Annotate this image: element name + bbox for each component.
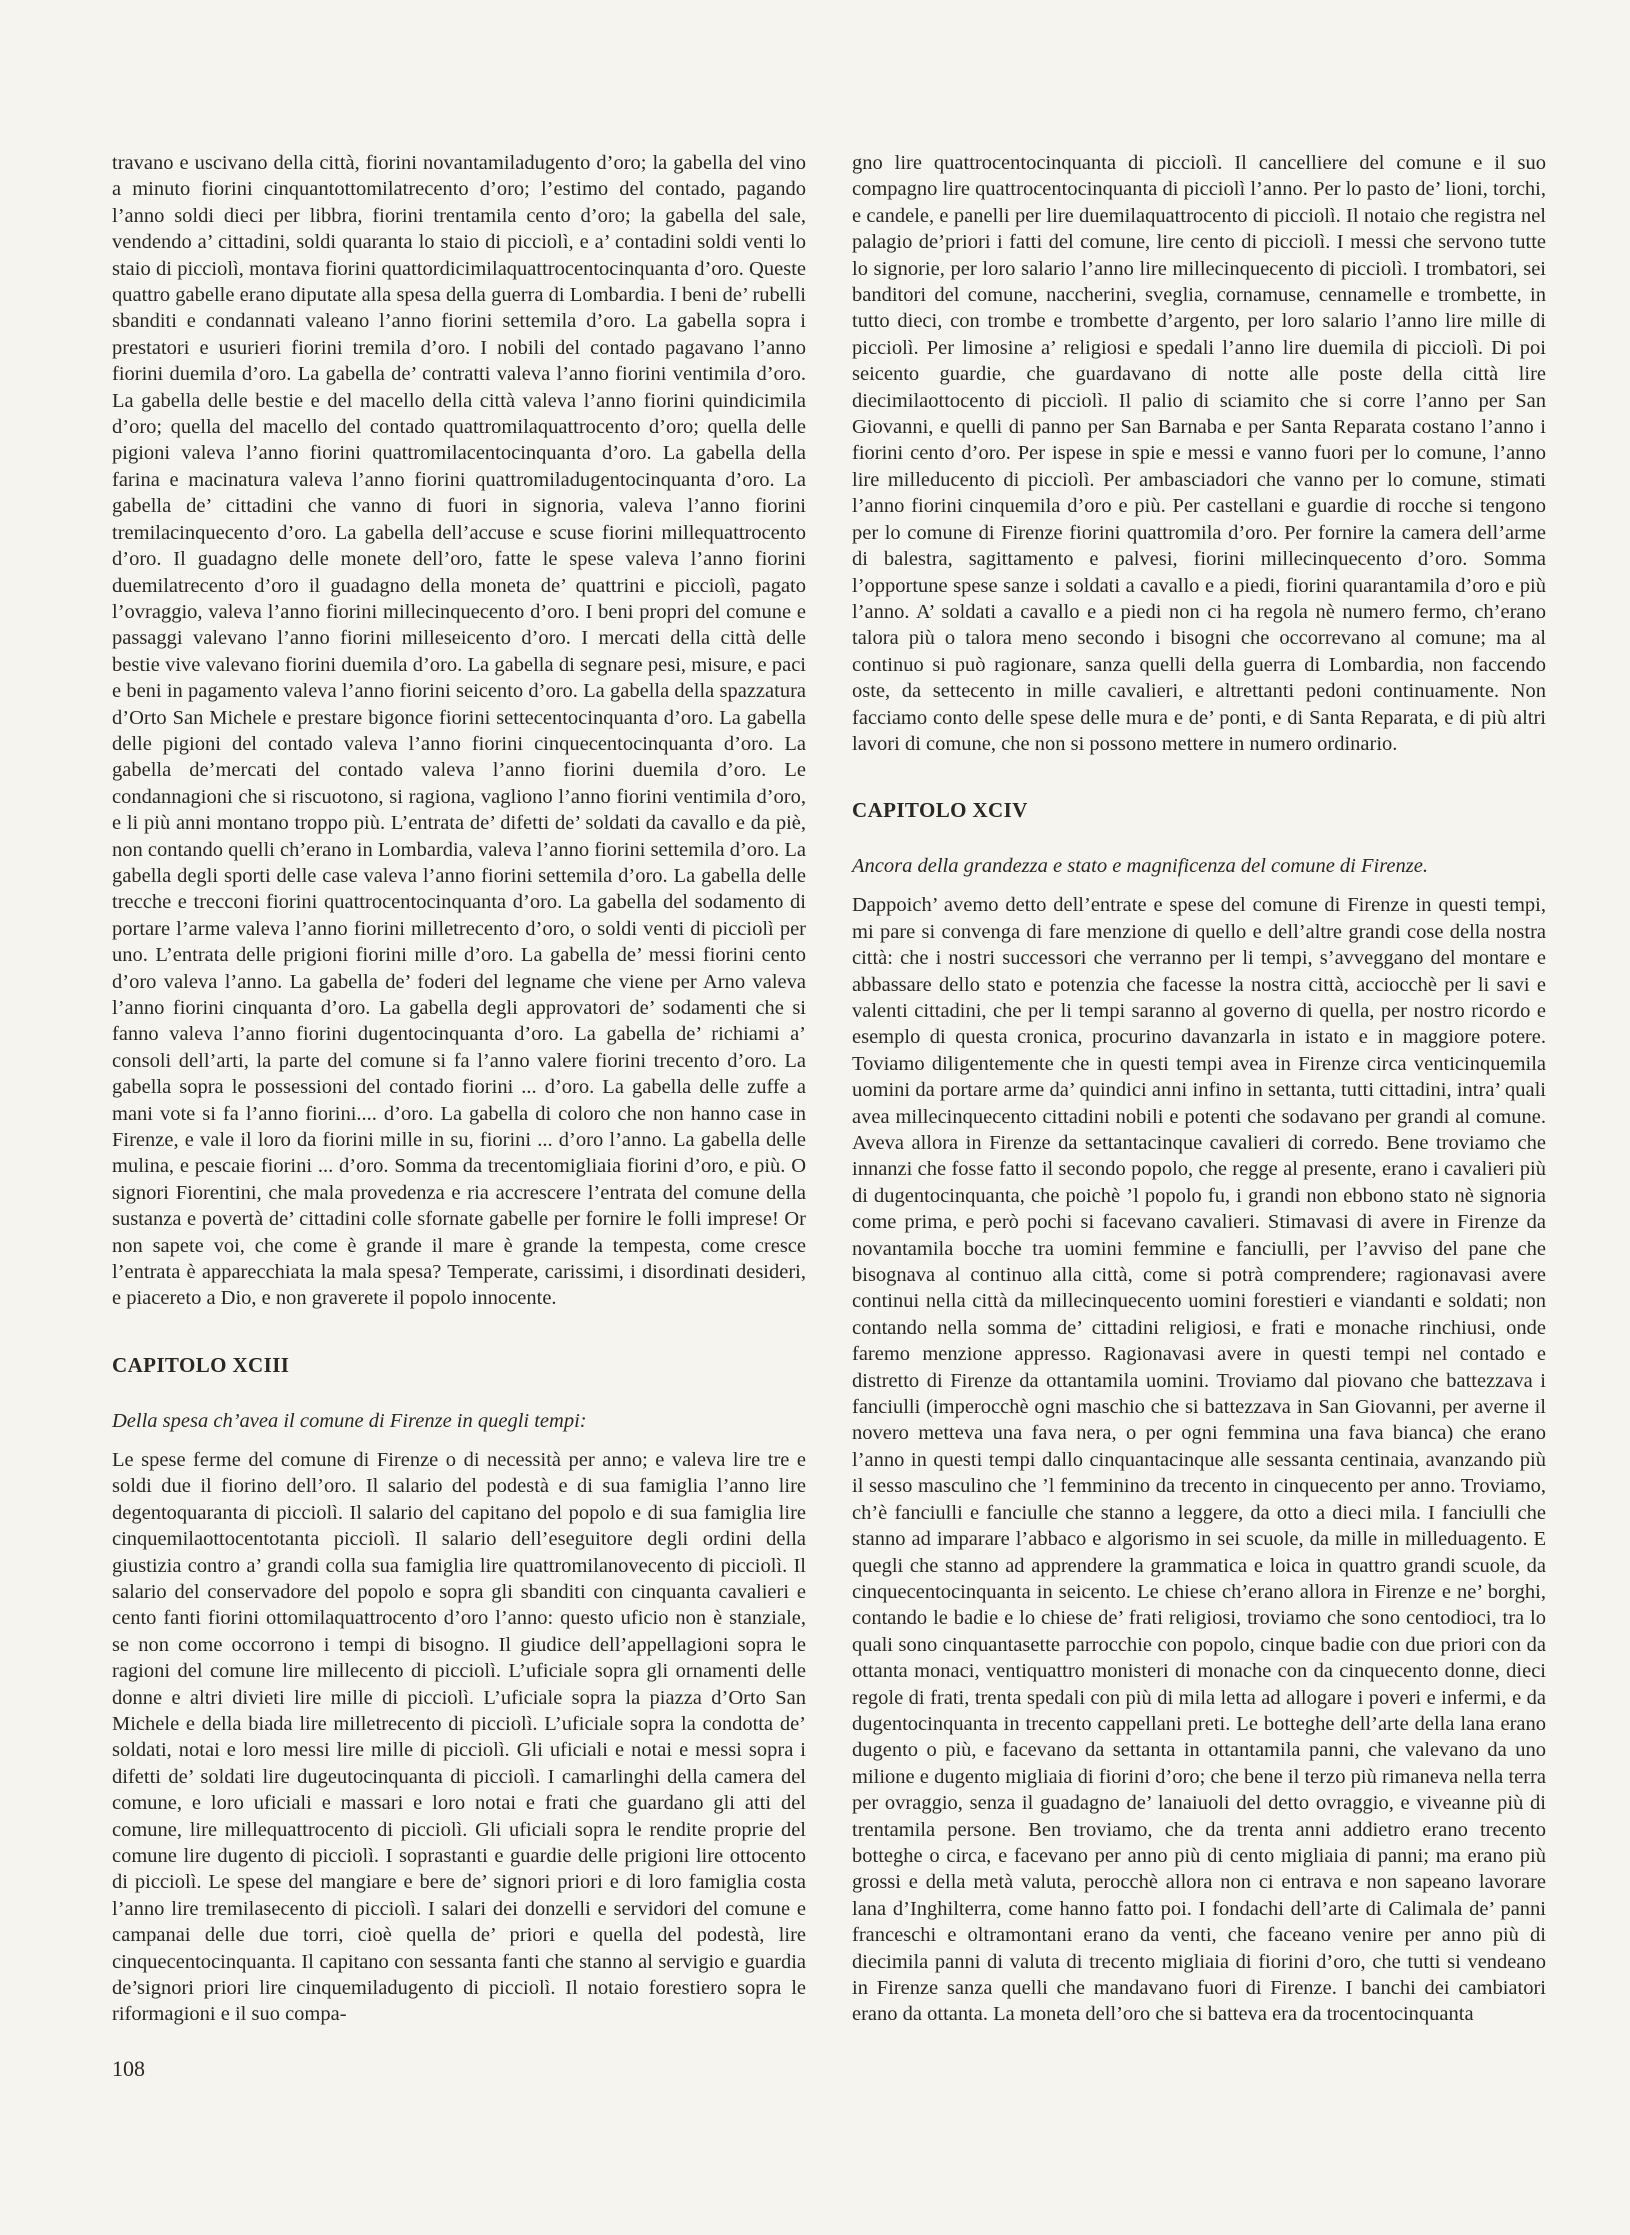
- right-opening-paragraph: gno lire quattrocentocinquanta di picciolì. Il cancelliere del comune e il suo compagno lire quattrocentocinquanta di picciolì l’anno. Per lo pasto de’ lioni, torchi, e candele, e panelli per lire duemilaquattrocento di picciolì. Il notaio che registra nel palagio de’priori i fatti del comune, lire cento di picciolì. I messi che servono tutte lo signorie, per loro salario l’anno lire millecinquecento di picciolì. I trombatori, sei banditori del comune, naccherini, sveglia, cornamuse, cennamelle e trombette, in tutto dieci, con trombe e trombette d’argento, per loro salario l’anno lire mille di picciolì. Per limosine a’ religiosi e spedali l’anno lire duemila di picciolì. Di poi seicento guardie, che guardavano di notte alle poste della città lire diecimilaottocento di picciolì. Il palio di sciamito che si corre l’anno per San Giovanni, e quelli di panno per San Barnaba e per Santa Reparata costano l’anno i fiorini cento d’oro. Per ispese in spie e messi e vanno fuori per lo comune, l’anno lire milleducento di picciolì. Per ambasciadori che vanno per lo comune, stimati l’anno fiorini cinquemila d’oro e più. Per castellani e guardie di rocche si tengono per lo comune di Firenze fiorini quattromila d’oro. Per fornire la camera dell’arme di balestra, sagittamento e palvesi, fiorini millecinquecento d’oro. Somma l’opportune spese sanze i soldati a cavallo e a piedi, fiorini quarantamila d’oro e più l’anno. A’ soldati a cavallo e a piedi non ci ha regola nè numero fermo, ch’erano talora più o talora meno secondo i bisogni che occorrevano al comune; ma al continuo si può ragionare, sanza quelli della guerra di Lombardia, non faccendo oste, da settecento in mille cavalieri, e altrettanti pedoni continuamente. Non facciamo conto delle spese delle mura e de’ ponti, e di Santa Reparata, e di più altri lavori di comune, che non si possono mettere in numero ordinario.: [852, 152, 1546, 755]
- right-column: [852, 150, 1546, 2028]
- left-opening-paragraph: travano e uscivano della città, fiorini novantamiladugento d’oro; la gabella del vino a minuto fiorini cinquantottomilatrecento d’oro; l’estimo del contado, pagando l’anno soldi dieci per libbra, fiorini trentamila cento d’oro; la gabella del sale, vendendo a’ cittadini, soldi quaranta lo staio di picciolì, e a’ contadini soldi venti lo staio di picciolì, montava fiorini quattordicimilaquattrocentocinquanta d’oro. Queste quattro gabelle erano diputate alla spesa della guerra di Lombardia. I beni de’ rubelli sbanditi e condannati valeano l’anno fiorini settemila d’oro. La gabella sopra i prestatori e usurieri fiorini tremila d’oro. I nobili del contado pagavano l’anno fiorini duemila d’oro. La gabella de’ contratti valeva l’anno fiorini ventimila d’oro. La gabella delle bestie e del macello della città valeva l’anno fiorini quindicimila d’oro; quella del macello del contado quattromilaquattrocento d’oro; quella delle pigioni valeva l’anno fiorini quattromilacentocinquanta d’oro. La gabella della farina e macinatura valeva l’anno fiorini quattromiladugentocinquanta d’oro. La gabella de’ cittadini che vanno di fuori in signoria, valeva l’anno fiorini tremilacinquecento d’oro. La gabella dell’accuse e scuse fiorini millequattrocento d’oro. Il guadagno delle monete dell’oro, fatte le spese valeva l’anno fiorini duemilatrecento d’oro il guadagno della moneta de’ quattrini e picciolì, pagato l’ovraggio, valeva l’anno fiorini millecinquecento d’oro. I beni propri del comune e passaggi valevano l’anno fiorini milleseicento d’oro. I mercati della città delle bestie vive valevano fiorini duemila d’oro. La gabella di segnare pesi, misure, e paci e beni in pagamento valeva l’anno fiorini seicento d’oro. La gabella della spazzatura d’Orto San Michele e prestare bigonce fiorini settecentocinquanta d’oro. La gabella delle pigioni del contado valeva l’anno fiorini cinquecentocinquanta d’oro. La gabella de’mercati del contado valeva l’anno fiorini duemila d’oro. Le condannagioni che si riscuotono, si ragiona, vagliono l’anno fiorini ventimila d’oro, e li più anni montano troppo più. L’entrata de’ difetti de’ soldati da cavallo e da piè, non contando quelli ch’erano in Lombardia, valeva l’anno fiorini settemila d’oro. La gabella degli sporti delle case valeva l’anno fiorini settemila d’oro. La gabella delle trecche e trecconi fiorini quattrocentocinquanta d’oro. La gabella del sodamento di portare l’arme valeva l’anno fiorini milletrecento d’oro, o soldi venti di picciolì per uno. L’entrata delle prigioni fiorini mille d’oro. La gabella de’ messi fiorini cento d’oro valeva l’anno. La gabella de’ foderi del legname che viene per Arno valeva l’anno fiorini cinquanta d’oro. La gabella degli approvatori de’ sodamenti che si fanno valeva l’anno fiorini dugentocinquanta d’oro. La gabella de’ richiami a’ consoli dell’arti, la parte del comune si fa l’anno valere fiorini trecento d’oro. La gabella sopra le possessioni del contado fiorini ... d’oro. La gabella delle zuffe a mani vote si fa l’anno fiorini.... d’oro. La gabella di coloro che non hanno case in Firenze, e vale il loro da fiorini mille in su, fiorini ... d’oro l’anno. La gabella delle mulina, e pescaie fiorini ... d’oro. Somma da trecentomigliaia fiorini d’oro, e più. O signori Fiorentini, che mala provedenza e ria accrescere l’entrata del comune della sustanza e povertà de’ cittadini colle sfornate gabelle per fornire le folli imprese! Or non sapete voi, che come è grande il mare è grande la tempesta, come cresce l’entrata è apparecchiata la mala spesa? Temperate, carissimi, i disordinati desideri, e piacereto a Dio, e non graverete il popolo innocente.: [112, 152, 806, 1310]
- chapter-subtitle-xciv: Ancora della grandezza e stato e magnificenza del comune di Firenze.: [852, 855, 1428, 878]
- chapter-xciii-text: Le spese ferme del comune di Firenze o di necessità per anno; e valeva lire tre e soldi due il fiorino dell’oro. Il salario del podestà e di sua famiglia l’anno lire degentoquaranta di picciolì. Il salario del capitano del popolo e di sua famiglia lire cinquemilaottocentotanta picciolì. Il salario dell’eseguitore degli ordini della giustizia contro a’ grandi colla sua famiglia lire quattromilanovecento di picciolì. Il salario del conservadore del popolo e sopra gli sbanditi con cinquanta cavalieri e cento fanti fiorini ottomilaquattrocento d’oro l’anno: questo uficio non è stanziale, se non come occorrono i tempi di bisogno. Il giudice dell’appellagioni sopra le ragioni del comune lire millecento di picciolì. L’uficiale sopra gli ornamenti delle donne e altri divieti lire mille di picciolì. L’uficiale sopra la piazza d’Orto San Michele e della biada lire milletrecento di picciolì. L’uficiale sopra la condotta de’ soldati, notai e loro messi lire mille di picciolì. Gli uficiali e notai e messi sopra i difetti de’ soldati lire dugeutocinquanta di picciolì. I camarlinghi della camera del comune, e loro uficiali e massari e loro notai e frati che guardano gli atti del comune, lire millequattrocento di picciolì. Gli uficiali sopra le rendite proprie del comune lire dugento di picciolì. I soprastanti e guardie delle prigioni lire ottocento di picciolì. Le spese del mangiare e bere de’ signori priori e di loro famiglia costa l’anno lire tremilasecento di picciolì. I salari dei donzelli e servidori del comune e campanai delle due torri, cioè quella de’ priori e quella del podestà, lire cinquecentocinquanta. Il capitano con sessanta fanti che stanno al servigio e guardia de’signori priori lire cinquemiladugento di picciolì. Il notaio forestiero sopra le riformagioni e il suo compa-: [112, 1448, 806, 2026]
- chapter-title-xciv: CAPITOLO XCIV: [852, 798, 1028, 823]
- left-column: [112, 150, 806, 2028]
- page-number: 108: [112, 2056, 145, 2081]
- chapter-subtitle-xciii: Della spesa ch’avea il comune di Firenze in quegli tempi:: [112, 1409, 587, 1432]
- chapter-title-xciii: CAPITOLO XCIII: [112, 1352, 290, 1377]
- chapter-xciv-text: Dappoich’ avemo detto dell’entrate e spese del comune di Firenze in questi tempi, mi pare si convenga di fare menzione di quello e dell’altre grandi cose della nostra città: che i nostri successori che verranno per li tempi, s’avveggano del montare e abbassare dello stato e potenzia che facesse la nostra città, acciocchè per li savi e valenti cittadini, che per li tempi saranno al governo di quella, per nostro ricordo e esemplo di questa cronica, procurino davanzarla in istato e in maggiore potere. Toviamo diligentemente che in questi tempi avea in Firenze circa venticinquemila uomini da portare arme da’ quindici anni infino in settanta, tutti cittadini, intra’ quali avea millecinquecento cittadini nobili e potenti che sodavano per grandi al comune. Aveva allora in Firenze da settantacinque cavalieri di corredo. Bene troviamo che innanzi che fosse fatto il secondo popolo, che regge al presente, erano i cavalieri più di dugentocinquanta, che poichè ’l popolo fu, i grandi non ebbono stato nè signoria come prima, e però pochi si facevano cavalieri. Stimavasi di avere in Firenze da novantamila bocche tra uomini femmine e fanciulli, per l’avviso del pane che bisognava al continuo alla città, come si potrà comprendere; ragionavasi avere continui nella città da millecinquecento uomini forestieri e viandanti e soldati; non contando nella somma de’ cittadini religiosi, e frati e monache rinchiusi, onde faremo menzione appresso. Ragionavasi avere in questi tempi nel contado e distretto di Firenze da ottantamila uomini. Troviamo dal piovano che battezzava i fanciulli (imperocchè ogni maschio che si battezzava in San Giovanni, per averne il novero metteva una fava nera, o per ogni femmina una fava bianca) che erano l’anno in questi tempi dallo cinquantacinque alle sessanta centinaia, avanzando più il sesso masculino che ’l femminino da trecento in cinquecento per anno. Troviamo, ch’è fanciulli e fanciulle che stanno a leggere, da otto a dieci mila. I fanciulli che stanno ad imparare l’abbaco e algorismo in sei scuole, da mille in milleduagento. E quegli che stanno ad apprendere la grammatica e loica in quattro grandi scuole, da cinquecentocinquanta in seicento. Le chiese ch’erano allora in Firenze e ne’ borghi, contando le badie e lo chiese de’ frati religiosi, troviamo che sono centodioci, tra lo quali sono cinquantasette parrocchie con popolo, cinque badie con due priori con da ottanta monaci, ventiquattro monisteri di monache con da cinquecento donne, dieci regole di frati, trenta spedali con più di mila letta ad allogare i poveri e infermi, e da dugentocinquanta in trecento cappellani preti. Le botteghe dell’arte della lana erano dugento o più, e facevano da settanta in ottantamila panni, che valevano da uno milione e dugento migliaia di fiorini d’oro; che bene il terzo più rimaneva nella terra per ovraggio, senza il guadagno de’ lanaiuoli del detto ovraggio, e viveanne più di trentamila persone. Ben troviamo, che da trenta anni addietro erano trecento botteghe o circa, e facevano per anno più di cento migliaia di panni; ma erano più grossi e della metà valuta, perocchè allora non ci entrava e non sapeano lavorare lana d’Inghilterra, come hanno fatto poi. I fondachi dell’arte di Calimala de’ panni franceschi e oltramontani erano da venti, che faceano venire per anno più di diecimila panni di valuta di trecento migliaia di fiorini d’oro, che tutti si vendeano in Firenze sanza quelli che mandavano fuori di Firenze. I banchi dei cambiatori erano da ottanta. La moneta dell’oro che si batteva era da trocentocinquanta: [852, 894, 1546, 2026]
